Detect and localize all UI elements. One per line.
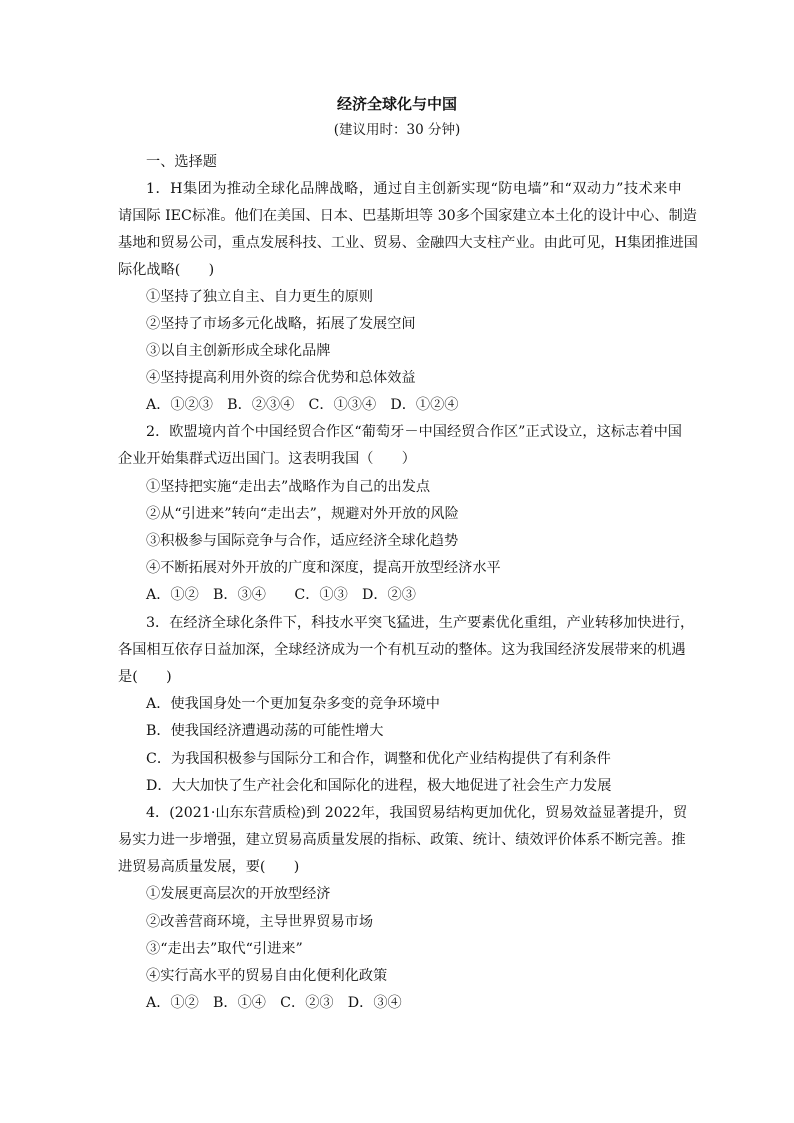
q1-option-2: ②坚持了市场多元化战略，拓展了发展空间 [146,316,416,332]
q3-option-c: C．为我国积极参与国际分工和合作，调整和优化产业结构提供了有利条件 [146,751,611,767]
q1-stem-line-4: 际化战略( ) [118,262,215,278]
q4-option-2: ②改善营商环境，主导世界贸易市场 [146,914,374,930]
q2-option-4: ④不断拓展对外开放的广度和深度，提高开放型经济水平 [146,560,501,576]
q3-option-b: B．使我国经济遭遇动荡的可能性增大 [146,723,384,739]
q3-option-d: D．大大加快了生产社会化和国际化的进程，极大地促进了社会生产力发展 [146,778,612,794]
q1-option-1: ①坚持了独立自主、自力更生的原则 [146,289,374,305]
page-title: 经济全球化与中国 [336,95,457,113]
q3-option-a: A．使我国身处一个更加复杂多变的竞争环境中 [146,696,440,712]
q4-stem-line-3: 进贸易高质量发展，要( ) [118,859,300,875]
q2-option-1: ①坚持把实施“走出去”战略作为自己的出发点 [146,479,431,495]
q2-option-2: ②从“引进来”转向“走出去”，规避对外开放的风险 [146,506,459,522]
q3-stem-line-2: 各国相互依存日益加深，全球经济成为一个有机互动的整体。这为我国经济发展带来的机遇 [118,642,686,658]
q4-stem-line-2: 易实力进一步增强，建立贸易高质量发展的指标、政策、统计、绩效评价体系不断完善。推 [118,832,686,848]
q2-option-3: ③积极参与国际竞争与合作，适应经济全球化趋势 [146,533,459,549]
q4-answer-choices: A．①② B．①④ C．②③ D．③④ [146,995,402,1011]
q4-option-3: ③“走出去”取代“引进来” [146,941,303,957]
q1-option-3: ③以自主创新形成全球化品牌 [146,343,331,359]
q4-option-1: ①发展更高层次的开放型经济 [146,886,331,902]
q1-option-4: ④坚持提高利用外资的综合优势和总体效益 [146,370,416,386]
q3-stem-line-3: 是( ) [118,669,172,685]
q4-option-4: ④实行高水平的贸易自由化便利化政策 [146,968,388,984]
q1-answer-choices: A．①②③ B．②③④ C．①③④ D．①②④ [146,397,459,413]
section-heading: 一、选择题 [146,154,217,170]
q1-stem-line-2: 请国际 IEC标准。他们在美国、日本、巴基斯坦等 30多个国家建立本土化的设计中心、制造 [118,208,697,224]
q3-stem-line-1: 3．在经济全球化条件下，科技水平突飞猛进，生产要素优化重组，产业转移加快进行， [146,615,695,631]
q2-stem-line-2: 企业开始集群式迈出国门。这表明我国（ ） [118,451,416,467]
q1-stem-line-3: 基地和贸易公司，重点发展科技、工业、贸易、金融四大支柱产业。由此可见，H集团推进国 [118,235,698,251]
suggested-time: (建议用时：30 分钟) [333,122,461,138]
q4-stem-line-1: 4．(2021·山东东营质检)到 2022年，我国贸易结构更加优化，贸易效益显著提升，贸 [146,805,688,821]
q2-answer-choices: A．①② B．③④ C．①③ D．②③ [146,587,416,603]
q2-stem-line-1: 2．欧盟境内首个中国经贸合作区“葡萄牙－中国经贸合作区”正式设立，这标志着中国 [146,424,682,440]
q1-stem-line-1: 1．H集团为推动全球化品牌战略，通过自主创新实现“防电墙”和“双动力”技术来申 [146,181,682,197]
